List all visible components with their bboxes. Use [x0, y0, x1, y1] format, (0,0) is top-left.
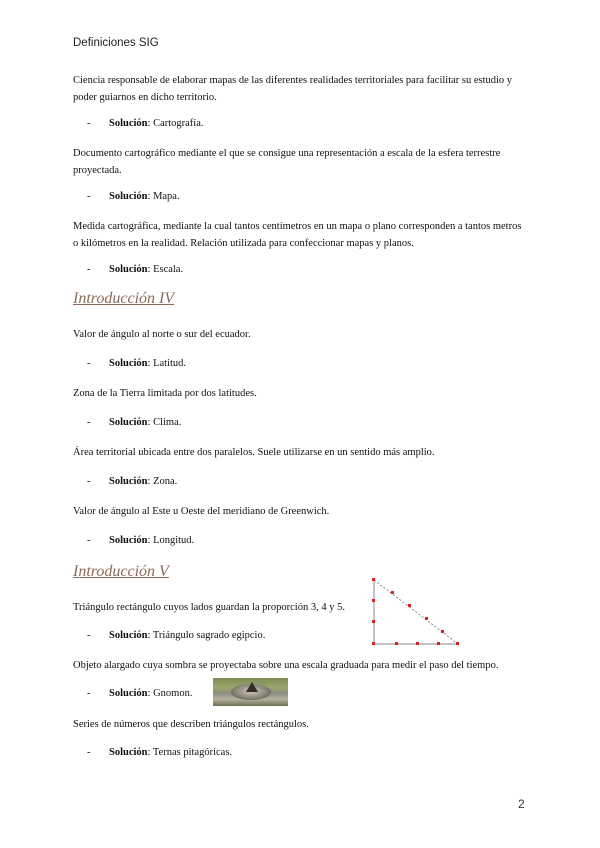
- bullet-dash: -: [87, 535, 91, 546]
- solution-answer: Clima.: [153, 417, 182, 428]
- definition-paragraph: [73, 72, 528, 106]
- definition-text: Objeto alargado cuya sombra se proyectaba sobre una escala graduada para medir el paso del tiempo.: [73, 660, 499, 671]
- page-number: 2: [518, 797, 525, 811]
- definition-paragraph: [73, 599, 528, 616]
- section-heading-v: Introducción V: [73, 563, 169, 580]
- definition-text: Zona de la Tierra limitada por dos latitudes.: [73, 388, 257, 399]
- definition-text: Series de números que describen triángulos rectángulos.: [73, 719, 309, 730]
- solution-label: Solución: [109, 630, 148, 641]
- solution-label: Solución: [109, 476, 148, 487]
- definition-paragraph: [73, 503, 528, 520]
- definition-text: Valor de ángulo al Este u Oeste del meridiano de Greenwich.: [73, 506, 330, 517]
- bullet-dash: -: [87, 476, 91, 487]
- solution-answer: Triángulo sagrado egipcio.: [152, 630, 266, 641]
- definition-paragraph: [73, 657, 543, 674]
- definition-paragraph: [73, 716, 528, 733]
- document-header: Definiciones SIG: [73, 37, 159, 49]
- definition-paragraph: [73, 385, 528, 402]
- sundial-photo: [213, 678, 288, 706]
- bullet-dash: -: [87, 688, 91, 699]
- solution-label: Solución: [109, 688, 148, 699]
- bullet-dash: -: [87, 417, 91, 428]
- solution-answer: Escala.: [153, 264, 184, 275]
- definition-paragraph: [73, 444, 528, 461]
- solution-answer: Mapa.: [153, 191, 180, 202]
- bullet-dash: -: [87, 747, 91, 758]
- solution-label: Solución: [109, 358, 148, 369]
- solution-answer: Longitud.: [153, 535, 195, 546]
- bullet-dash: -: [87, 191, 91, 202]
- solution-answer: Cartografía.: [153, 118, 204, 129]
- bullet-dash: -: [87, 630, 91, 641]
- section-heading-iv: Introducción IV: [73, 290, 175, 307]
- solution-answer: Ternas pitagóricas.: [152, 747, 233, 758]
- bullet-dash: -: [87, 264, 91, 275]
- solution-label: Solución: [109, 264, 148, 275]
- solution-answer: Latitud.: [153, 358, 187, 369]
- solution-label: Solución: [109, 118, 148, 129]
- solution-label: Solución: [109, 191, 148, 202]
- definition-text: Área territorial ubicada entre dos paralelos. Suele utilizarse en un sentido más amplio.: [73, 447, 435, 458]
- solution-label: Solución: [109, 417, 148, 428]
- bullet-dash: -: [87, 118, 91, 129]
- bullet-dash: -: [87, 358, 91, 369]
- definition-text: Documento cartográfico mediante el que se consigue una representación a escala de la esfera terrestre proyectada.: [73, 148, 501, 176]
- definition-paragraph: [73, 326, 528, 343]
- definition-paragraph: [73, 218, 528, 252]
- definition-paragraph: [73, 145, 528, 179]
- definition-text: Ciencia responsable de elaborar mapas de las diferentes realidades territoriales para facilitar su estudio y poder guiarnos en dicho territorio.: [73, 75, 513, 103]
- gnomon-shape: [246, 682, 258, 692]
- solution-answer: Zona.: [153, 476, 178, 487]
- solution-label: Solución: [109, 535, 148, 546]
- definition-text: Triángulo rectángulo cuyos lados guardan la proporción 3, 4 y 5.: [73, 602, 345, 613]
- definition-text: Medida cartográfica, mediante la cual tantos centímetros en un mapa o plano corresponden a tantos metros o kilómetros en la realidad. Relación utilizada para confeccionar mapas y planos.: [73, 221, 522, 249]
- solution-label: Solución: [109, 747, 148, 758]
- definition-text: Valor de ángulo al norte o sur del ecuador.: [73, 329, 251, 340]
- solution-answer: Gnomon.: [153, 688, 193, 699]
